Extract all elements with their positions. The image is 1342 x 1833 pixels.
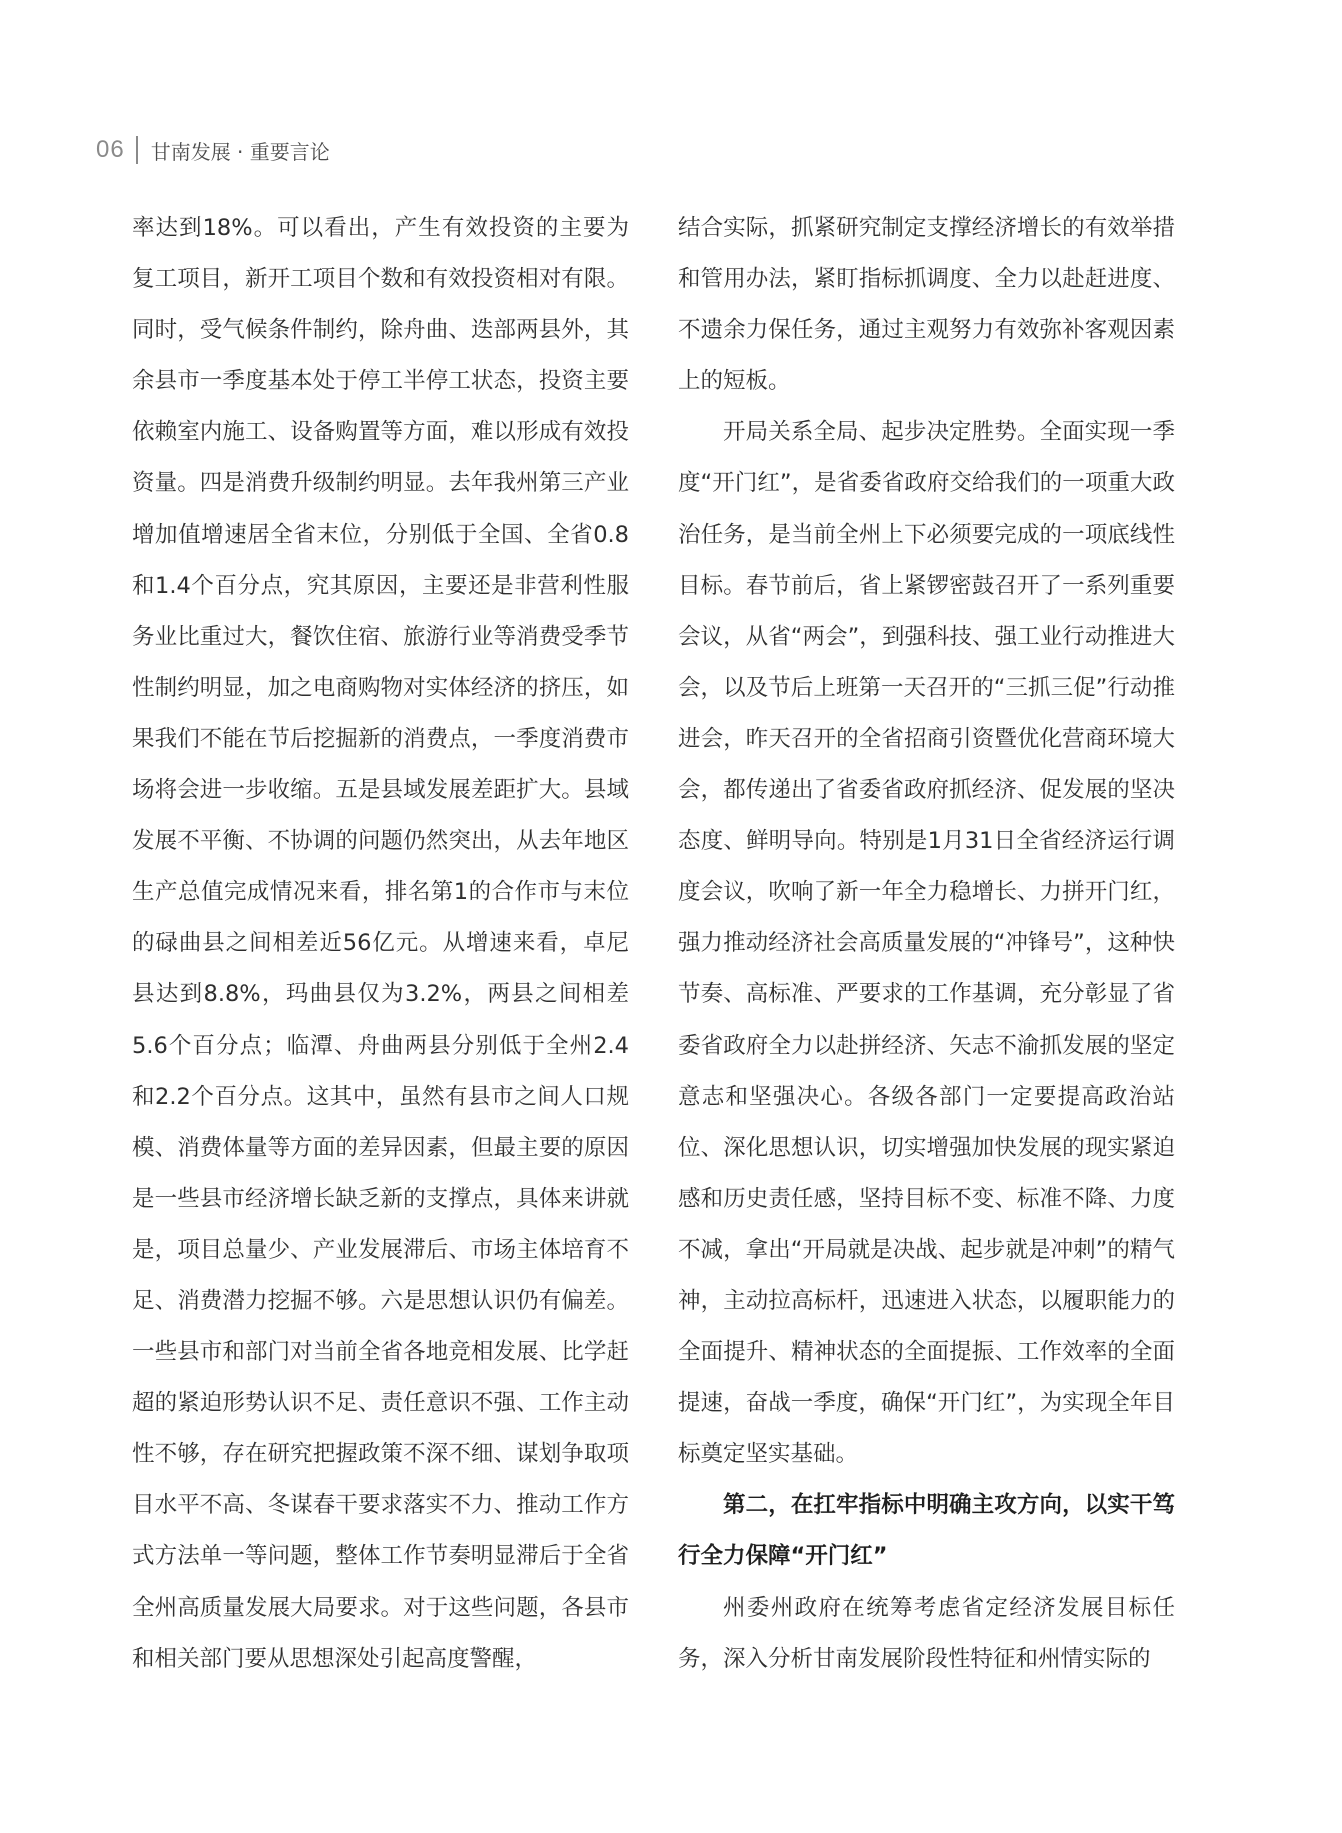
- header-divider: [136, 136, 138, 164]
- left-column: [132, 203, 629, 1685]
- section-title: 甘南发展 · 重要言论: [150, 139, 330, 164]
- page-number: 06: [96, 136, 125, 163]
- right-paragraph-1: 结合实际，抓紧研究制定支撑经济增长的有效举措和管用办法，紧盯指标抓调度、全力以赴赶进度、不遗余力保任务，通过主观努力有效弥补客观因素上的短板。: [678, 215, 1175, 395]
- section-heading: 第二，在扛牢指标中明确主攻方向，以实干笃行全力保障“开门红”: [678, 1492, 1175, 1570]
- left-paragraph-1: 率达到18%。可以看出，产生有效投资的主要为复工项目，新开工项目个数和有效投资相对有限。同时，受气候条件制约，除舟曲、迭部两县外，其余县市一季度基本处于停工半停工状态，投资主要依赖室内施工、设备购置等方面，难以形成有效投资量。四是消费升级制约明显。去年我州第三产业增加值增速居全省末位，分别低于全国、全省0.8和1.4个百分点，究其原因，主要还是非营利性服务业比重过大，餐饮住宿、旅游行业等消费受季节性制约明显，加之电商购物对实体经济的挤压，如果我们不能在节后挖掘新的消费点，一季度消费市场将会进一步收缩。五是县域发展差距扩大。县域发展不平衡、不协调的问题仍然突出，从去年地区生产总值完成情况来看，排名第1的合作市与末位的碌曲县之间相差近56亿元。从增速来看，卓尼县达到8.8%，玛曲县仅为3.2%，两县之间相差5.6个百分点；临潭、舟曲两县分别低于全州2.4和2.2个百分点。这其中，虽然有县市之间人口规模、消费体量等方面的差异因素，但最主要的原因是一些县市经济增长缺乏新的支撑点，具体来讲就是，项目总量少、产业发展滞后、市场主体培育不足、消费潜力挖掘不够。六是思想认识仍有偏差。一些县市和部门对当前全省各地竞相发展、比学赶超的紧迫形势认识不足、责任意识不强、工作主动性不够，存在研究把握政策不深不细、谋划争取项目水平不高、冬谋春干要求落实不力、推动工作方式方法单一等问题，整体工作节奏明显滞后于全省全州高质量发展大局要求。对于这些问题，各县市和相关部门要从思想深处引起高度警醒，: [132, 215, 629, 1672]
- right-column: [678, 203, 1175, 1685]
- right-paragraph-3: 州委州政府在统筹考虑省定经济发展目标任务，深入分析甘南发展阶段性特征和州情实际的: [678, 1594, 1175, 1672]
- right-paragraph-2: 开局关系全局、起步决定胜势。全面实现一季度“开门红”，是省委省政府交给我们的一项重大政治任务，是当前全州上下必须要完成的一项底线性目标。春节前后，省上紧锣密鼓召开了一系列重要会议，从省“两会”，到强科技、强工业行动推进大会，以及节后上班第一天召开的“三抓三促”行动推进会，昨天召开的全省招商引资暨优化营商环境大会，都传递出了省委省政府抓经济、促发展的坚决态度、鲜明导向。特别是1月31日全省经济运行调度会议，吹响了新一年全力稳增长、力拼开门红，强力推动经济社会高质量发展的“冲锋号”，这种快节奏、高标准、严要求的工作基调，充分彰显了省委省政府全力以赴拼经济、矢志不渝抓发展的坚定意志和坚强决心。各级各部门一定要提高政治站位、深化思想认识，切实增强加快发展的现实紧迫感和历史责任感，坚持目标不变、标准不降、力度不减，拿出“开局就是决战、起步就是冲刺”的精气神，主动拉高标杆，迅速进入状态，以履职能力的全面提升、精神状态的全面提振、工作效率的全面提速，奋战一季度，确保“开门红”，为实现全年目标奠定坚实基础。: [678, 419, 1175, 1468]
- page-header: [96, 133, 330, 167]
